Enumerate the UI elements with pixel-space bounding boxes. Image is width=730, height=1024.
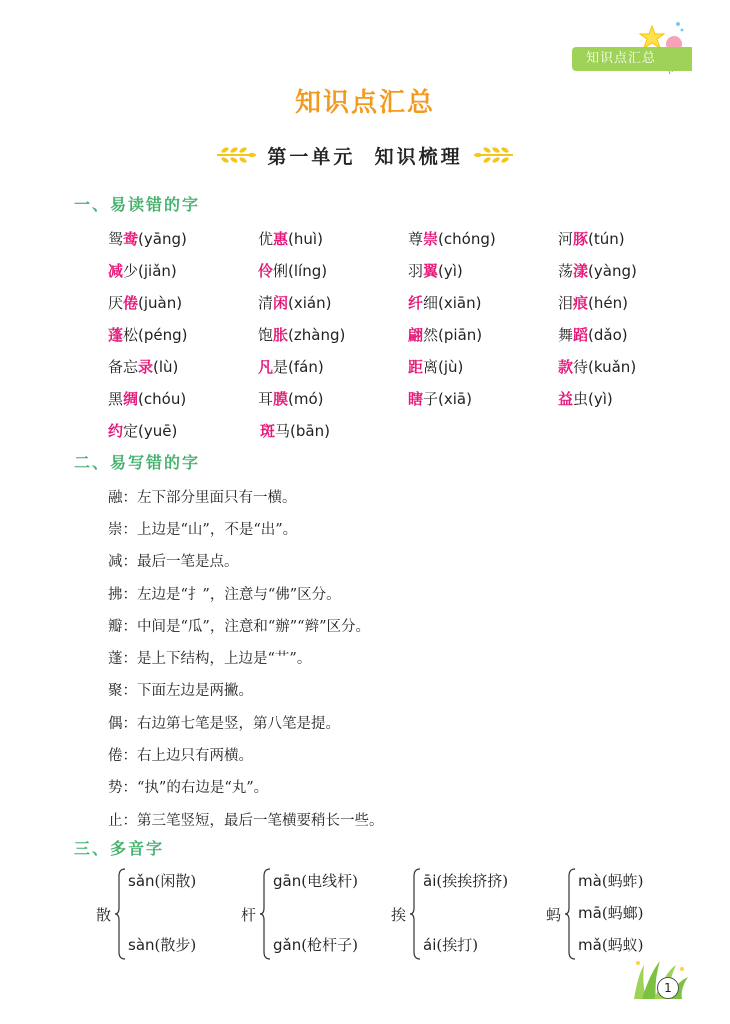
misread-word	[108, 420, 260, 441]
misread-word	[108, 292, 258, 313]
misread-word	[558, 388, 708, 409]
polyphone-reading	[128, 870, 196, 891]
miswrite-item: 势：“执”的右边是“丸”。	[108, 780, 269, 797]
highlighted-char: 漾	[573, 261, 589, 280]
pinyin: (jiǎn)	[138, 261, 177, 280]
pinyin: (yāng)	[138, 229, 187, 248]
unit-title: 第一单元 知识梳理	[267, 145, 463, 168]
highlighted-char: 伶	[258, 261, 274, 280]
misread-word	[258, 228, 408, 249]
misread-word	[258, 388, 408, 409]
misread-row	[108, 350, 708, 382]
misread-row	[108, 286, 708, 318]
word-part: 黑	[108, 389, 124, 408]
polyphone-char: 蚂	[546, 906, 562, 924]
word-part: 河	[558, 229, 574, 248]
miswrite-item: 减：最后一笔是点。	[108, 554, 239, 571]
polyphone-group	[391, 866, 541, 962]
polyphone-reading	[578, 934, 644, 955]
pinyin: (xiā)	[438, 389, 472, 408]
miswrite-item: 蓬：是上下结构，上边是“艹”。	[108, 651, 312, 668]
polyphone-reading	[273, 870, 358, 891]
pinyin: (xián)	[288, 293, 332, 312]
example-word: (闲散)	[154, 872, 197, 890]
pinyin: (bān)	[290, 421, 330, 440]
pinyin: (yuē)	[138, 421, 178, 440]
word-part: 马	[275, 421, 291, 440]
miswrite-item: 瓣：中间是“瓜”，注意和“辦”“辫”区分。	[108, 618, 370, 635]
pinyin: āi	[423, 872, 437, 890]
example-word: (枪杆子)	[301, 936, 358, 954]
misread-word	[108, 324, 258, 345]
pinyin: (kuǎn)	[588, 357, 637, 376]
pinyin: (hén)	[588, 293, 628, 312]
misread-word	[558, 324, 708, 345]
polyphone-char: 挨	[391, 906, 407, 924]
polyphone-reading	[578, 902, 644, 923]
highlighted-char: 凡	[258, 357, 274, 376]
misread-word	[260, 420, 412, 441]
word-part: 定	[123, 421, 139, 440]
misread-row	[108, 318, 708, 350]
example-word: (挨挨挤挤)	[436, 872, 509, 890]
highlighted-char: 膜	[273, 389, 289, 408]
pinyin: (tún)	[588, 229, 625, 248]
pinyin: (xiān)	[438, 293, 482, 312]
pinyin: mā	[578, 904, 602, 922]
highlighted-char: 减	[108, 261, 124, 280]
pinyin: (péng)	[138, 325, 188, 344]
word-part: 松	[123, 325, 139, 344]
pinyin: (yì)	[588, 389, 613, 408]
highlighted-char: 豚	[573, 229, 589, 248]
example-word: (蚂蚱)	[601, 872, 644, 890]
word-part: 羽	[408, 261, 424, 280]
misread-word	[408, 388, 558, 409]
word-part: 耳	[258, 389, 274, 408]
misread-word	[558, 356, 708, 377]
example-word: (散步)	[154, 936, 197, 954]
pinyin: mà	[578, 872, 602, 890]
word-part: 舞	[558, 325, 574, 344]
brace-icon	[114, 868, 126, 960]
pinyin: (piān)	[438, 325, 483, 344]
word-part: 尊	[408, 229, 424, 248]
highlighted-char: 约	[108, 421, 124, 440]
miswrite-item: 止：第三笔竖短，最后一笔横要稍长一些。	[108, 812, 384, 829]
highlighted-char: 款	[558, 357, 574, 376]
pinyin: (juàn)	[138, 293, 183, 312]
misread-row	[108, 254, 708, 286]
highlighted-char: 闲	[273, 293, 289, 312]
word-part: 是	[273, 357, 289, 376]
misread-word	[558, 292, 708, 313]
highlighted-char: 翩	[408, 325, 424, 344]
polyphone-reading	[578, 870, 644, 891]
polyphone-group	[96, 866, 246, 962]
miswrite-item: 偶：右边第七笔是竖，第八笔是提。	[108, 715, 340, 732]
pinyin: (dǎo)	[588, 325, 628, 344]
word-part: 少	[123, 261, 139, 280]
example-word: (挨打)	[436, 936, 479, 954]
highlighted-char: 录	[138, 357, 154, 376]
polyphone-char: 散	[96, 906, 112, 924]
highlighted-char: 翼	[423, 261, 439, 280]
misread-word	[108, 228, 258, 249]
misread-word	[108, 356, 258, 377]
polyphone-char: 杆	[241, 906, 257, 924]
misread-word	[408, 228, 558, 249]
misread-word	[108, 260, 258, 281]
miswrite-item: 融：左下部分里面只有一横。	[108, 489, 297, 506]
pinyin: (chóu)	[138, 389, 187, 408]
polyphone-reading	[423, 934, 478, 955]
pinyin: (fán)	[288, 357, 324, 376]
pinyin: (zhàng)	[288, 325, 346, 344]
misread-word	[408, 292, 558, 313]
highlighted-char: 瞎	[408, 389, 424, 408]
pinyin: (líng)	[288, 261, 328, 280]
word-part: 鸳	[108, 229, 124, 248]
word-part: 然	[423, 325, 439, 344]
pinyin: mǎ	[578, 936, 602, 954]
misread-word	[558, 260, 708, 281]
misread-word	[108, 388, 258, 409]
misread-row	[108, 414, 708, 446]
misread-word	[408, 356, 558, 377]
pinyin: (lù)	[153, 357, 179, 376]
polyphone-reading	[273, 934, 358, 955]
example-word: (电线杆)	[301, 872, 358, 890]
word-part: 泪	[558, 293, 574, 312]
word-part: 优	[258, 229, 274, 248]
page-number: 1	[657, 977, 679, 999]
pinyin: (yì)	[438, 261, 463, 280]
polyphone-reading	[423, 870, 508, 891]
misread-word	[408, 324, 558, 345]
brace-icon	[564, 868, 576, 960]
word-part: 清	[258, 293, 274, 312]
word-part: 备忘	[108, 357, 139, 376]
polyphone-area	[96, 866, 696, 966]
example-word: (蚂蚁)	[601, 936, 644, 954]
misread-word	[258, 324, 408, 345]
polyphone-reading	[128, 934, 196, 955]
word-part: 细	[423, 293, 439, 312]
miswrite-item: 崇：上边是“山”，不是“出”。	[108, 521, 298, 538]
polyphone-group	[546, 866, 696, 962]
miswrite-item: 聚：下面左边是两撇。	[108, 683, 253, 700]
section-heading-misread: 一、易读错的字	[74, 195, 201, 214]
polyphone-group	[241, 866, 391, 962]
example-word: (蚂螂)	[601, 904, 644, 922]
miswrite-list	[108, 480, 668, 835]
highlighted-char: 胀	[273, 325, 289, 344]
miswrite-item: 倦：右上边只有两横。	[108, 748, 253, 765]
word-part: 虫	[573, 389, 589, 408]
pinyin: ái	[423, 936, 437, 954]
highlighted-char: 益	[558, 389, 574, 408]
pinyin: (huì)	[288, 229, 323, 248]
highlighted-char: 鸯	[123, 229, 139, 248]
word-part: 俐	[273, 261, 289, 280]
misread-word	[258, 356, 408, 377]
word-part: 饱	[258, 325, 274, 344]
pinyin: (chóng)	[438, 229, 496, 248]
word-part: 待	[573, 357, 589, 376]
word-part: 子	[423, 389, 439, 408]
wheat-left-icon	[215, 145, 257, 165]
misread-row	[108, 382, 708, 414]
word-part: 荡	[558, 261, 574, 280]
highlighted-char: 绸	[123, 389, 139, 408]
wheat-right-icon	[473, 145, 515, 165]
pinyin: (yàng)	[588, 261, 637, 280]
highlighted-char: 蹈	[573, 325, 589, 344]
section-heading-polyphone: 三、多音字	[74, 839, 165, 858]
pinyin: sǎn	[128, 872, 155, 890]
pinyin: (jù)	[438, 357, 464, 376]
misread-word	[258, 260, 408, 281]
highlighted-char: 崇	[423, 229, 439, 248]
highlighted-char: 纤	[408, 293, 424, 312]
misread-row	[108, 222, 708, 254]
pinyin: (mó)	[288, 389, 324, 408]
highlighted-char: 蓬	[108, 325, 124, 344]
misread-word	[258, 292, 408, 313]
pinyin: gān	[273, 872, 302, 890]
highlighted-char: 痕	[573, 293, 589, 312]
highlighted-char: 倦	[123, 293, 139, 312]
brace-icon	[259, 868, 271, 960]
misread-word	[408, 260, 558, 281]
misread-grid	[108, 222, 708, 446]
pinyin: gǎn	[273, 936, 302, 954]
section-heading-miswrite: 二、易写错的字	[74, 453, 201, 472]
unit-heading	[0, 140, 730, 170]
highlighted-char: 距	[408, 357, 424, 376]
word-part: 厌	[108, 293, 124, 312]
corner-section-tag: 知识点汇总	[572, 47, 692, 71]
page-title: 知识点汇总	[294, 88, 435, 118]
highlighted-char: 惠	[273, 229, 289, 248]
brace-icon	[409, 868, 421, 960]
word-part: 离	[423, 357, 439, 376]
pinyin: sàn	[128, 936, 155, 954]
misread-word	[558, 228, 708, 249]
miswrite-item: 拂：左边是“扌”，注意与“佛”区分。	[108, 586, 341, 603]
highlighted-char: 斑	[260, 421, 276, 440]
